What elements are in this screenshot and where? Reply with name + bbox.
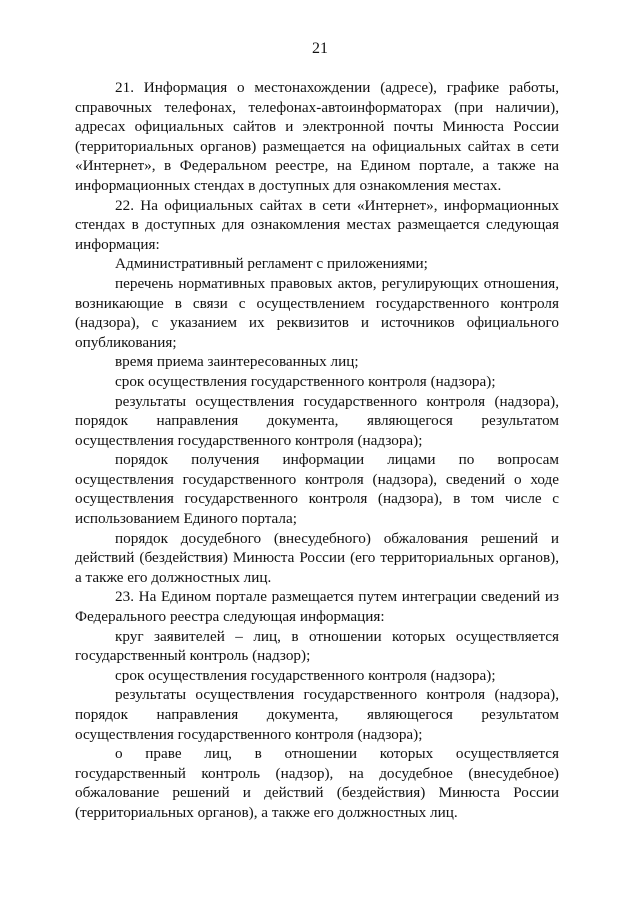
document-body (75, 78, 559, 823)
paragraph-22: 22. На официальных сайтах в сети «Интернет», информационных стендах в доступных для ознакомления местах размещается следующая информация: (75, 196, 559, 253)
list-item: круг заявителей – лиц, в отношении которых осуществляется государственный контроль (надзор); (75, 627, 559, 665)
paragraph-21: 21. Информация о местонахождении (адресе), графике работы, справочных телефонах, телефонах-автоинформаторах (при наличии), адресах официальных сайтов и электронной почты Минюста России (территориальных органов) размещается на официальных сайтах в сети «Интернет», в Федеральном реестре, на Едином портале, а также на информационных стендах в доступных для ознакомления местах. (75, 79, 559, 194)
list-item: порядок досудебного (внесудебного) обжалования решений и действий (бездействия) Минюста России (его территориальных органов), а также его должностных лиц. (75, 529, 559, 586)
list-item: срок осуществления государственного контроля (надзора); (115, 372, 496, 390)
list-item: Административный регламент с приложениями; (115, 255, 428, 273)
list-item: срок осуществления государственного контроля (надзора); (115, 666, 496, 684)
list-item: о праве лиц, в отношении которых осуществляется государственный контроль (надзор), на досудебное (внесудебное) обжалование решений и действий (бездействия) Минюста России (территориальных органов), а также его должностных лиц. (75, 745, 559, 821)
list-item: результаты осуществления государственного контроля (надзора), порядок направления документа, являющегося результатом осуществления государственного контроля (надзора); (75, 392, 559, 449)
list-item: результаты осуществления государственного контроля (надзора), порядок направления документа, являющегося результатом осуществления государственного контроля (надзора); (75, 686, 559, 743)
paragraph-23: 23. На Едином портале размещается путем интеграции сведений из Федерального реестра следующая информация: (75, 588, 559, 626)
list-item: порядок получения информации лицами по вопросам осуществления государственного контроля (надзора), сведений о ходе осуществления государственного контроля (надзора), в том числе с использованием Единого портала; (75, 451, 559, 528)
list-item: время приема заинтересованных лиц; (115, 353, 359, 371)
page-number: 21 (312, 40, 328, 57)
list-item: перечень нормативных правовых актов, регулирующих отношения, возникающие в связи с осуществлением государственного контроля (надзора), с указанием их реквизитов и источников официального опубликования; (75, 274, 559, 351)
